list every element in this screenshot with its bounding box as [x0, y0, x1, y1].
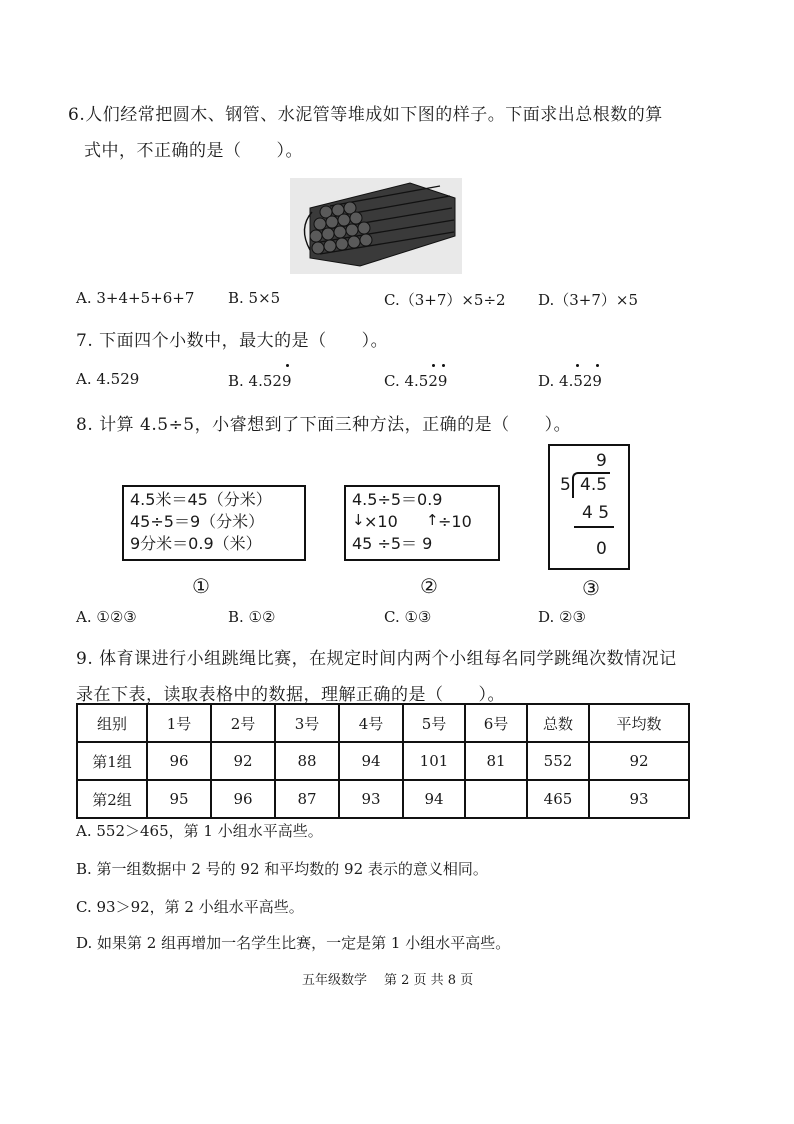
q6-stem-line2: 式中，不正确的是（ ）。: [84, 141, 303, 161]
table-cell: [465, 780, 527, 818]
q9-stem-line1: 9. 体育课进行小组跳绳比赛，在规定时间内两个小组每名同学跳绳次数情况记: [76, 649, 677, 669]
q7-stem: 7. 下面四个小数中，最大的是（ ）。: [76, 331, 389, 351]
recurring-dot: [576, 364, 579, 367]
q8-option-b: B. ①②: [228, 608, 276, 626]
method2-line1: 4.5÷5＝0.9: [352, 490, 443, 509]
q6-option-a: A. 3+4+5+6+7: [76, 289, 195, 307]
long-division-product: 4 5: [582, 503, 610, 523]
up-arrow-icon: ↑: [426, 511, 439, 529]
q8-option-a: A. ①②③: [76, 608, 137, 626]
table-cell: 92: [589, 742, 689, 780]
header-cell: 5号: [403, 704, 465, 742]
table-cell: 93: [589, 780, 689, 818]
method1-box: [122, 485, 306, 561]
method1-line3: 9分米＝0.9（米）: [130, 534, 262, 553]
table-cell: 94: [339, 742, 403, 780]
long-division-remainder: 0: [596, 539, 607, 559]
long-division-line: [574, 526, 614, 528]
table-cell: 96: [147, 742, 211, 780]
table-cell: 第2组: [77, 780, 147, 818]
table-cell: 94: [403, 780, 465, 818]
table-row: [77, 780, 689, 818]
table-row: [77, 742, 689, 780]
q6-stem-line1: 6.人们经常把圆木、钢管、水泥管等堆成如下图的样子。下面求出总根数的算: [68, 105, 663, 125]
table-cell: 465: [527, 780, 589, 818]
q8-option-c: C. ①③: [384, 608, 432, 626]
q7-option-a: A. 4.529: [76, 370, 140, 388]
score-table: [76, 703, 690, 819]
q6-option-b: B. 5×5: [228, 289, 281, 307]
table-cell: 92: [211, 742, 275, 780]
q7-option-d: D. 4.529: [538, 372, 602, 390]
method3-box: [548, 444, 630, 570]
table-cell: 81: [465, 742, 527, 780]
method1-line2: 45÷5＝9（分米）: [130, 512, 265, 531]
method1-line1: 4.5米＝45（分米）: [130, 490, 272, 509]
header-cell: 1号: [147, 704, 211, 742]
method1-label: ①: [192, 574, 210, 598]
header-cell: 组别: [77, 704, 147, 742]
method2-box: [344, 485, 500, 561]
footer-page-number: 第 2 页 共 8 页: [384, 973, 474, 988]
table-cell: 93: [339, 780, 403, 818]
table-header-row: [77, 704, 689, 742]
q6-option-c: C.（3+7）×5÷2: [384, 291, 506, 309]
recurring-dot: [596, 364, 599, 367]
method2-multiply: ×10: [364, 512, 398, 531]
q9-option-a: A. 552＞465，第 1 小组水平高些。: [76, 822, 323, 840]
q9-option-d: D. 如果第 2 组再增加一名学生比赛，一定是第 1 小组水平高些。: [76, 934, 511, 952]
table-cell: 101: [403, 742, 465, 780]
header-cell: 平均数: [589, 704, 689, 742]
recurring-dot: [432, 364, 435, 367]
header-cell: 3号: [275, 704, 339, 742]
header-cell: 总数: [527, 704, 589, 742]
footer-subject: 五年级数学: [302, 973, 368, 988]
long-division-divisor: 5: [560, 475, 571, 495]
header-cell: 4号: [339, 704, 403, 742]
table-cell: 96: [211, 780, 275, 818]
method2-label: ②: [420, 574, 438, 598]
table-cell: 95: [147, 780, 211, 818]
table-cell: 87: [275, 780, 339, 818]
table-cell: 第1组: [77, 742, 147, 780]
q9-stem-line2: 录在下表，读取表格中的数据，理解正确的是（ ）。: [76, 685, 505, 705]
q8-stem: 8. 计算 4.5÷5，小睿想到了下面三种方法，正确的是（ ）。: [76, 415, 572, 435]
q9-option-b: B. 第一组数据中 2 号的 92 和平均数的 92 表示的意义相同。: [76, 860, 488, 878]
long-division-dividend: 4.5: [580, 475, 608, 495]
header-cell: 2号: [211, 704, 275, 742]
q7-option-c: C. 4.529: [384, 372, 448, 390]
method3-label: ③: [582, 576, 600, 600]
header-cell: 6号: [465, 704, 527, 742]
table-cell: 552: [527, 742, 589, 780]
q7-option-b: B. 4.529: [228, 372, 292, 390]
recurring-dot: [442, 364, 445, 367]
q6-option-d: D.（3+7）×5: [538, 291, 639, 309]
table-cell: 88: [275, 742, 339, 780]
q9-option-c: C. 93＞92，第 2 小组水平高些。: [76, 898, 304, 916]
down-arrow-icon: ↓: [352, 511, 365, 529]
method2-line3: 45 ÷5＝ 9: [352, 534, 433, 553]
q8-option-d: D. ②③: [538, 608, 586, 626]
method2-divide: ÷10: [438, 512, 472, 531]
log-pile-image: [290, 178, 462, 274]
long-division-quotient: 9: [596, 451, 607, 471]
recurring-dot: [286, 364, 289, 367]
